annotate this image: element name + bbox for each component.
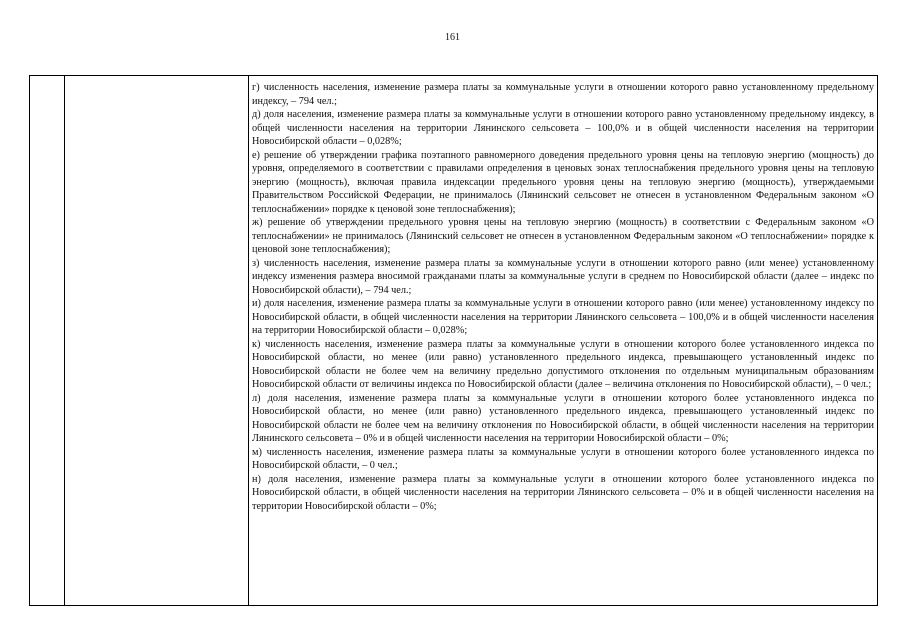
paragraph-zh: ж) решение об утверждении предельного уровня цены на тепловую энергию (мощность) в соответствии с Федеральным законом «О теплоснабжении» не принималось (Лянинский сельсовет не отнесен в установленном Федеральным законом «О теплоснабжении» порядке к ценовой зоне теплоснабжения); — [252, 217, 874, 255]
paragraph-d: д) доля населения, изменение размера платы за коммунальные услуги в отношении которого равно установленному предельному индексу, в общей численности населения на территории Лянинского сельсовета – 100,0% и в общей численности населения на территории Новосибирской области – 0,028%; — [252, 109, 874, 147]
document-table — [29, 75, 878, 606]
paragraph-g: г) численность населения, изменение размера платы за коммунальные услуги в отношении которого равно установленному предельному индексу, – 794 чел.; — [252, 82, 874, 107]
paragraph-i: и) доля населения, изменение размера платы за коммунальные услуги в отношении которого равно (или менее) установленному индексу по Новосибирской области, в общей численности населения на территории Лянинского сельсовета – 100,0% и в общей численности населения на территории Новосибирской области – 0,028%; — [252, 298, 874, 336]
column-divider-2 — [248, 76, 249, 605]
page-number: 161 — [445, 32, 460, 43]
paragraph-z: з) численность населения, изменение размера платы за коммунальные услуги в отношении которого равно (или менее) установленному индексу изменения размера вносимой гражданами платы за коммунальные услуги в среднем по Новосибирской области (далее – индекс по Новосибирской области), – 794 чел.; — [252, 257, 874, 296]
paragraph-n: н) доля населения, изменение размера платы за коммунальные услуги в отношении которого более установленного индекса по Новосибирской области, в общей численности населения на территории Лянинского сельсовета – 0% и в общей численности населения на территории Новосибирской области – 0%; — [252, 473, 874, 512]
paragraph-k: к) численность населения, изменение размера платы за коммунальные услуги в отношении которого более установленного индекса по Новосибирской области, но менее (или равно) установленного предельного индекса, превышающего установленный индекс по Новосибирской области не более чем на величину предельно допустимого отклонения по отдельным муниципальным образованиям Новосибирской области от величины индекса по Новосибирской области (далее – величина отклонения по Новосибирской области), – 0 чел.; — [252, 338, 874, 390]
paragraph-m: м) численность населения, изменение размера платы за коммунальные услуги в отношении которого более установленного индекса по Новосибирской области, – 0 чел.; — [252, 446, 874, 471]
table-cell-text — [252, 81, 874, 513]
paragraph-e: е) решение об утверждении графика поэтапного равномерного доведения предельного уровня цены на тепловую энергию (мощность) до уровня, определяемого в соответствии с правилами определения в ценовых зонах теплоснабжения предельного уровня цены на тепловую энергию (мощность), включая правила индексации предельного уровня цены на тепловую энергию (мощность), утверждаемыми Правительством Российской Федерации, не принималось (Лянинский сельсовет не отнесен в установленном Федеральным законом «О теплоснабжении» порядке к ценовой зоне теплоснабжения); — [252, 149, 874, 215]
column-divider-1 — [64, 76, 65, 605]
paragraph-l: л) доля населения, изменение размера платы за коммунальные услуги в отношении которого более установленного индекса по Новосибирской области, но менее (или равно) установленного предельного индекса, превышающего установленный индекс по Новосибирской области не более чем на величину отклонения по Новосибирской области, в общей численности населения на территории Лянинского сельсовета – 0% и в общей численности населения на территории Новосибирской области – 0%; — [252, 392, 874, 444]
